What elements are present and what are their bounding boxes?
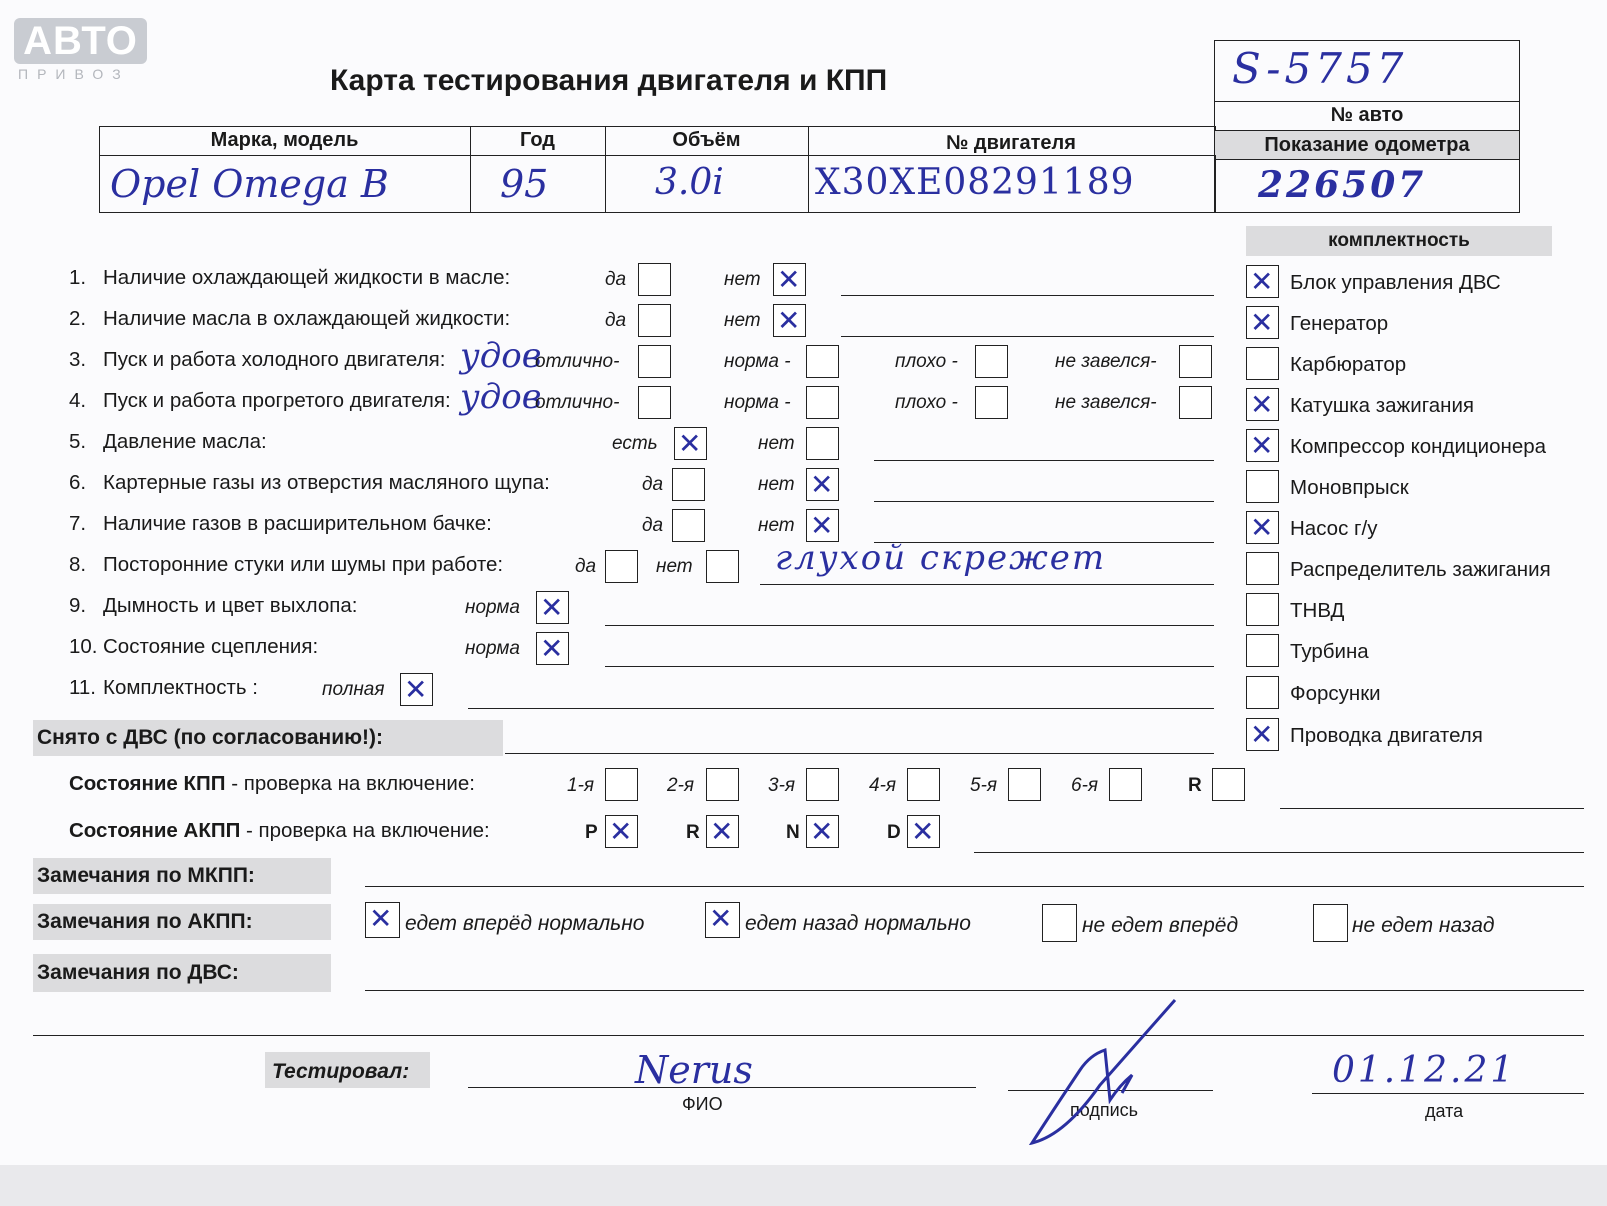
completeness-checkbox[interactable] (1246, 265, 1279, 298)
check-number: 7. (69, 512, 87, 535)
option-bad: плохо - (895, 351, 958, 372)
remarks-mkpp-label: Замечания по МКПП: (37, 864, 255, 887)
notes-line (605, 625, 1214, 626)
auto-gear-checkbox-n[interactable] (806, 815, 839, 848)
tested-by-label: Тестировал: (272, 1060, 410, 1083)
noise-note: глухой скрежет (775, 538, 1107, 578)
volume-label: Объём (672, 129, 741, 151)
completeness-item: Моновпрыск (1290, 476, 1409, 499)
scan-background (0, 1165, 1607, 1206)
option-bad: плохо - (895, 392, 958, 413)
check-number: 1. (69, 266, 87, 289)
notes-line (33, 1035, 1584, 1036)
gear-checkbox-2[interactable] (706, 768, 739, 801)
option-no: нет (724, 269, 761, 290)
option-yes: да (605, 269, 627, 290)
notes-line (760, 584, 1214, 585)
auto-gear-label: P (585, 822, 598, 843)
auto-gear-label: D (887, 822, 901, 843)
option-norm: норма (465, 638, 520, 659)
gear-checkbox-5[interactable] (1008, 768, 1041, 801)
completeness-checkbox[interactable] (1246, 511, 1279, 544)
completeness-checkbox[interactable] (1246, 552, 1279, 585)
checkbox-warm-excellent[interactable] (638, 386, 671, 419)
engine-value: X30XE08291189 (815, 162, 1135, 203)
gear-label: 3-я (768, 775, 796, 796)
manual-gearbox-label: Состояние КПП - проверка на включение: (69, 772, 475, 795)
signature-line (468, 1087, 976, 1088)
option-yes: да (605, 310, 627, 331)
checkbox-oil-yes[interactable] (638, 304, 671, 337)
checkbox-cold-excellent[interactable] (638, 345, 671, 378)
checkbox-cold-bad[interactable] (975, 345, 1008, 378)
checkbox-oil-no[interactable] (773, 304, 806, 337)
option-present: есть (612, 433, 658, 454)
checkbox-coolant-yes[interactable] (638, 263, 671, 296)
completeness-checkbox[interactable] (1246, 676, 1279, 709)
option-no: нет (758, 433, 795, 454)
check-label-cold-start: Пуск и работа холодного двигателя: (103, 348, 446, 371)
gear-label: 1-я (567, 775, 595, 796)
completeness-item: Турбина (1290, 640, 1369, 663)
check-number: 6. (69, 471, 87, 494)
completeness-item: Карбюратор (1290, 353, 1407, 376)
check-number: 4. (69, 389, 87, 412)
notes-line (1280, 808, 1584, 809)
auto-gear-label: R (686, 822, 700, 843)
gear-label: 2-я (667, 775, 695, 796)
check-label-exhaust: Дымность и цвет выхлопа: (103, 594, 358, 617)
checkbox-completeness-full[interactable] (400, 673, 433, 706)
completeness-title: комплектность (1328, 230, 1470, 251)
date-value: 01.12.21 (1332, 1050, 1517, 1091)
auto-gear-checkbox-r[interactable] (706, 815, 739, 848)
option-no: нет (724, 310, 761, 331)
make-label: Марка, модель (210, 129, 359, 151)
volume-value: 3.0i (655, 162, 724, 203)
notes-line (505, 753, 1214, 754)
gear-label: 4-я (869, 775, 897, 796)
check-label-coolant-in-oil: Наличие охлаждающей жидкости в масле: (103, 266, 511, 289)
completeness-checkbox[interactable] (1246, 718, 1279, 751)
engine-label: № двигателя (946, 132, 1076, 154)
akpp-backward-ok-label: едет назад нормально (745, 912, 971, 935)
notes-line (365, 886, 1584, 887)
car-number-label: № авто (1330, 104, 1404, 126)
completeness-item: Катушка зажигания (1290, 394, 1474, 417)
completeness-item: Форсунки (1290, 682, 1381, 705)
check-number: 8. (69, 553, 87, 576)
check-number: 5. (69, 430, 87, 453)
checkbox-cold-normal[interactable] (806, 345, 839, 378)
fio-label: ФИО (682, 1094, 723, 1114)
completeness-item: ТНВД (1290, 599, 1345, 622)
checkbox-warm-normal[interactable] (806, 386, 839, 419)
notes-line (841, 336, 1214, 337)
akpp-no-backward-checkbox[interactable] (1313, 904, 1348, 942)
completeness-item: Компрессор кондиционера (1290, 435, 1547, 458)
removed-label: Снято с ДВС (по согласованию!): (37, 726, 384, 749)
completeness-item: Насос г/у (1290, 517, 1378, 540)
akpp-forward-ok-checkbox[interactable] (365, 902, 400, 938)
gear-checkbox-6[interactable] (1109, 768, 1142, 801)
check-label-oil-in-coolant: Наличие масла в охлаждающей жидкости: (103, 307, 511, 330)
completeness-item: Проводка двигателя (1290, 724, 1483, 747)
cold-start-note: удов (460, 336, 542, 376)
akpp-no-backward-label: не едет назад (1352, 914, 1495, 937)
completeness-checkbox[interactable] (1246, 634, 1279, 667)
option-full: полная (322, 679, 385, 700)
auto-gear-checkbox-d[interactable] (907, 815, 940, 848)
option-yes: да (642, 474, 664, 495)
car-number-value: S-5757 (1232, 44, 1408, 93)
completeness-checkbox[interactable] (1246, 347, 1279, 380)
checkbox-clutch-norm[interactable] (536, 632, 569, 665)
checkbox-crankcase-no[interactable] (806, 468, 839, 501)
notes-line (841, 295, 1214, 296)
checkbox-cold-no-start[interactable] (1179, 345, 1212, 378)
completeness-item: Генератор (1290, 312, 1389, 335)
completeness-checkbox[interactable] (1246, 388, 1279, 421)
option-no-start: не завелся- (1055, 351, 1157, 372)
logo-subtitle: ПРИВОЗ (18, 66, 130, 82)
warm-start-note: удов (460, 377, 542, 417)
remarks-akpp-label: Замечания по АКПП: (37, 910, 253, 933)
check-label-crankcase-gases: Картерные газы из отверстия масляного щупа: (103, 471, 550, 494)
checkbox-noise-yes[interactable] (605, 550, 638, 583)
check-number: 3. (69, 348, 87, 371)
year-label: Год (520, 129, 555, 151)
option-excellent: отлично- (535, 351, 620, 372)
option-no: нет (758, 515, 795, 536)
gear-label: 5-я (970, 775, 998, 796)
page-title: Карта тестирования двигателя и КПП (330, 64, 888, 97)
checkbox-oil-pressure-no[interactable] (806, 427, 839, 460)
option-no: нет (758, 474, 795, 495)
akpp-no-forward-checkbox[interactable] (1042, 904, 1077, 942)
checkbox-warm-bad[interactable] (975, 386, 1008, 419)
checkbox-coolant-no[interactable] (773, 263, 806, 296)
completeness-checkbox[interactable] (1246, 593, 1279, 626)
check-number: 11. (69, 676, 96, 699)
checkbox-noise-no[interactable] (706, 550, 739, 583)
option-normal: норма - (724, 351, 791, 372)
option-normal: норма - (724, 392, 791, 413)
option-yes: да (642, 515, 664, 536)
auto-gear-checkbox-p[interactable] (605, 815, 638, 848)
checkbox-tank-yes[interactable] (672, 509, 705, 542)
notes-line (605, 666, 1214, 667)
akpp-forward-ok-label: едет вперёд нормально (405, 912, 645, 935)
check-label-warm-start: Пуск и работа прогретого двигателя: (103, 389, 451, 412)
gear-checkbox-3[interactable] (806, 768, 839, 801)
signature-scribble (1010, 995, 1190, 1145)
completeness-item: Блок управления ДВС (1290, 271, 1501, 294)
check-number: 2. (69, 307, 87, 330)
remarks-engine-label: Замечания по ДВС: (37, 961, 239, 984)
notes-line (874, 460, 1214, 461)
odometer-label: Показание одометра (1264, 134, 1470, 156)
completeness-item: Распределитель зажигания (1290, 558, 1551, 581)
gear-checkbox-4[interactable] (907, 768, 940, 801)
option-no: нет (656, 556, 693, 577)
check-number: 9. (69, 594, 87, 617)
make-value: Opel Omega B (110, 162, 389, 206)
option-no-start: не завелся- (1055, 392, 1157, 413)
year-value: 95 (500, 162, 549, 206)
odometer-value: 226507 (1258, 164, 1427, 206)
checkbox-oil-pressure-present[interactable] (674, 427, 707, 460)
auto-gearbox-label: Состояние АКПП - проверка на включение: (69, 819, 490, 842)
auto-gear-label: N (786, 822, 800, 843)
signature-label: подпись (1070, 1100, 1139, 1120)
gear-label: 6-я (1071, 775, 1099, 796)
date-label: дата (1425, 1101, 1464, 1121)
notes-line (365, 990, 1584, 991)
akpp-backward-ok-checkbox[interactable] (705, 902, 740, 938)
notes-line (874, 501, 1214, 502)
gear-checkbox-r[interactable] (1212, 768, 1245, 801)
tester-name: Nerus (635, 1048, 753, 1092)
checkbox-crankcase-yes[interactable] (672, 468, 705, 501)
checkbox-exhaust-norm[interactable] (536, 591, 569, 624)
gear-checkbox-1[interactable] (605, 768, 638, 801)
checkbox-warm-no-start[interactable] (1179, 386, 1212, 419)
check-number: 10. (69, 635, 98, 658)
option-norm: норма (465, 597, 520, 618)
signature-line (1312, 1093, 1584, 1094)
option-excellent: отлично- (535, 392, 620, 413)
notes-line (974, 852, 1584, 853)
notes-line (468, 708, 1214, 709)
akpp-no-forward-label: не едет вперёд (1082, 914, 1239, 937)
check-label-noises: Посторонние стуки или шумы при работе: (103, 553, 504, 576)
check-label-oil-pressure: Давление масла: (103, 430, 267, 453)
completeness-checkbox[interactable] (1246, 429, 1279, 462)
logo: АВТО (14, 18, 147, 64)
check-label-clutch: Состояние сцепления: (103, 635, 319, 658)
completeness-checkbox[interactable] (1246, 306, 1279, 339)
gear-label: R (1188, 775, 1202, 796)
completeness-checkbox[interactable] (1246, 470, 1279, 503)
option-yes: да (575, 556, 597, 577)
check-label-expansion-tank-gases: Наличие газов в расширительном бачке: (103, 512, 492, 535)
check-label-completeness: Комплектность : (103, 676, 258, 699)
